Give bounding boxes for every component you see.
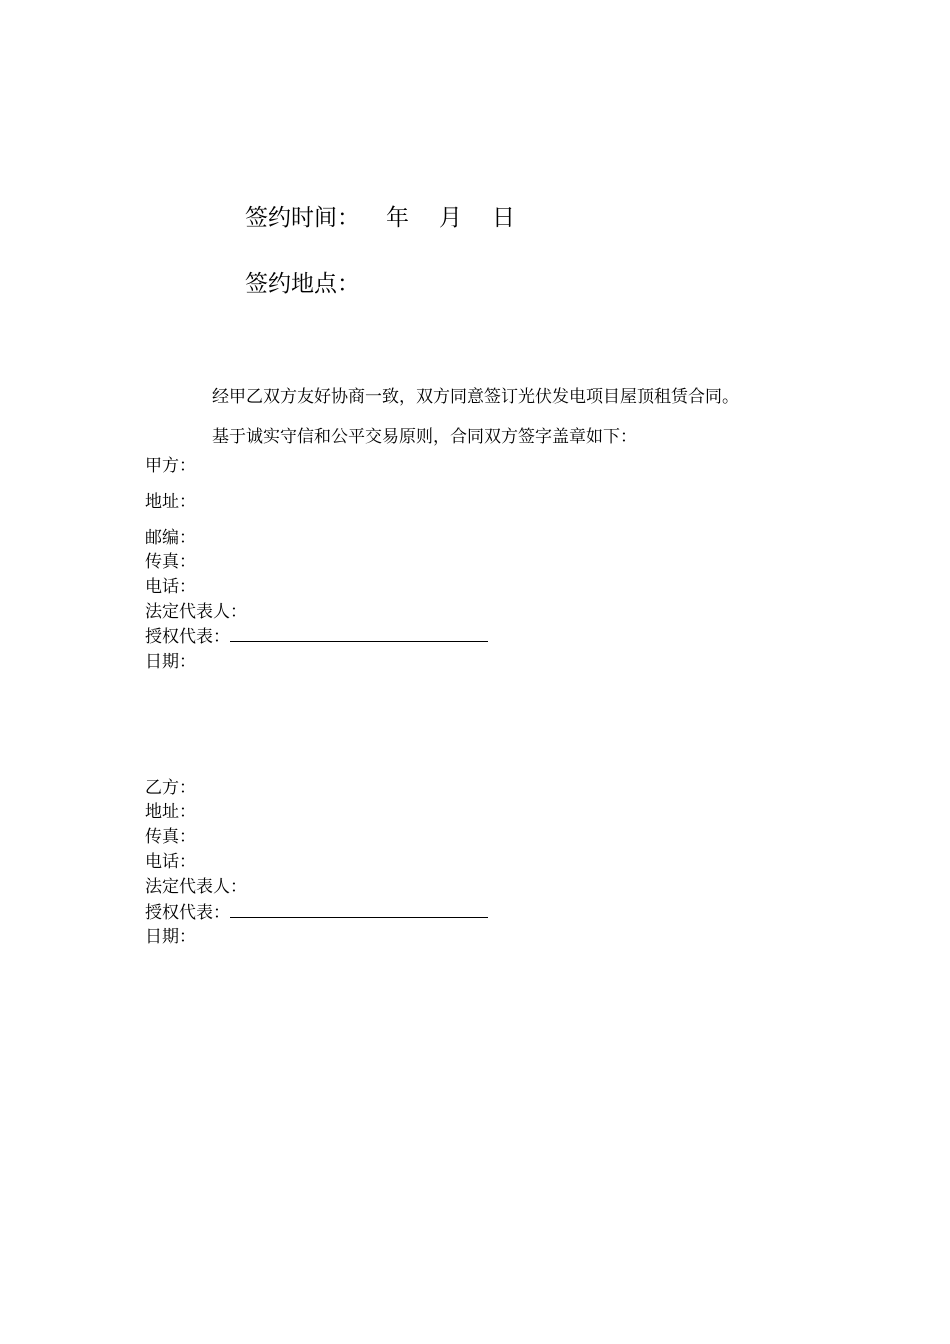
party-b-phone: 电话：: [145, 852, 196, 872]
party-a-postcode: 邮编：: [145, 528, 196, 548]
party-a-fax: 传真：: [145, 552, 196, 572]
signing-place-label: 签约地点：: [245, 271, 360, 297]
party-a-legal-rep: 法定代表人：: [145, 602, 247, 622]
party-a-address: 地址：: [145, 492, 196, 512]
party-a-name: 甲方：: [145, 456, 196, 476]
party-b-address: 地址：: [145, 802, 196, 822]
party-a-signature-line: [230, 624, 488, 642]
party-a-auth-rep: 授权代表：: [145, 627, 230, 647]
party-a-date: 日期：: [145, 652, 196, 672]
party-b-auth-rep-line: [145, 900, 488, 925]
party-b-name: 乙方：: [145, 778, 196, 798]
signing-place-line: [245, 265, 360, 298]
party-b-signature-line: [230, 900, 488, 918]
party-a-phone: 电话：: [145, 577, 196, 597]
party-b-auth-rep: 授权代表：: [145, 903, 230, 923]
party-b-fax: 传真：: [145, 827, 196, 847]
signing-time-line: [245, 199, 515, 232]
party-b-date: 日期：: [145, 927, 196, 947]
signing-day: 日: [492, 205, 515, 231]
intro-line-1: 经甲乙双方友好协商一致，双方同意签订光伏发电项目屋顶租赁合同。: [212, 387, 739, 407]
party-b-legal-rep: 法定代表人：: [145, 877, 247, 897]
party-a-auth-rep-line: [145, 624, 488, 649]
signing-year: 年: [386, 205, 409, 231]
signing-month: 月: [439, 205, 462, 231]
signing-time-label: 签约时间：: [245, 205, 360, 231]
intro-line-2: 基于诚实守信和公平交易原则，合同双方签字盖章如下：: [212, 427, 637, 447]
